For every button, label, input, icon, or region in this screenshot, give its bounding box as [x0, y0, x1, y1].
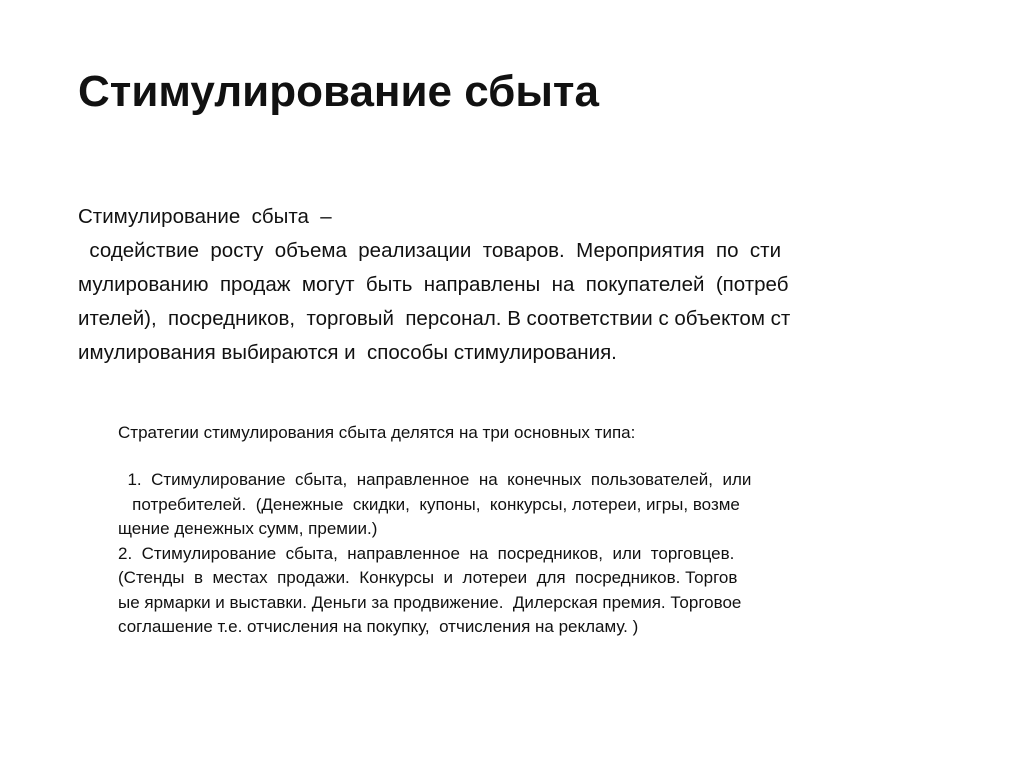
strategies-section — [118, 421, 878, 640]
definition-line: Стимулирование сбыта – — [78, 205, 332, 228]
definition-line: ителей), посредников, торговый персонал. В соответствии с объектом ст — [78, 307, 791, 330]
strategy-line: потребителей. (Денежные скидки, купоны, конкурсы, лотереи, игры, возме — [118, 494, 740, 514]
strategy-line: щение денежных сумм, премии.) — [118, 519, 378, 538]
strategies-heading: Стратегии стимулирования сбыта делятся на три основных типа: — [118, 423, 636, 442]
strategy-line: 2. Стимулирование сбыта, направленное на посредников, или торговцев. — [118, 543, 735, 563]
definition-line: имулирования выбираются и способы стимулирования. — [78, 341, 617, 364]
strategy-line: (Стенды в местах продажи. Конкурсы и лотереи для посредников. Торгов — [118, 568, 738, 587]
definition-line: содействие росту объема реализации товаров. Мероприятия по сти — [78, 239, 782, 262]
definition-paragraph — [78, 200, 898, 370]
slide-title: Стимулирование сбыта — [78, 67, 599, 116]
spacer — [118, 445, 878, 468]
strategy-line: ые ярмарки и выставки. Деньги за продвижение. Дилерская премия. Торговое — [118, 592, 742, 612]
strategy-line: соглашение т.е. отчисления на покупку, отчисления на рекламу. ) — [118, 617, 639, 636]
strategy-line: 1. Стимулирование сбыта, направленное на конечных пользователей, или — [118, 470, 752, 489]
definition-line: мулированию продаж могут быть направлены на покупателей (потреб — [78, 273, 789, 296]
